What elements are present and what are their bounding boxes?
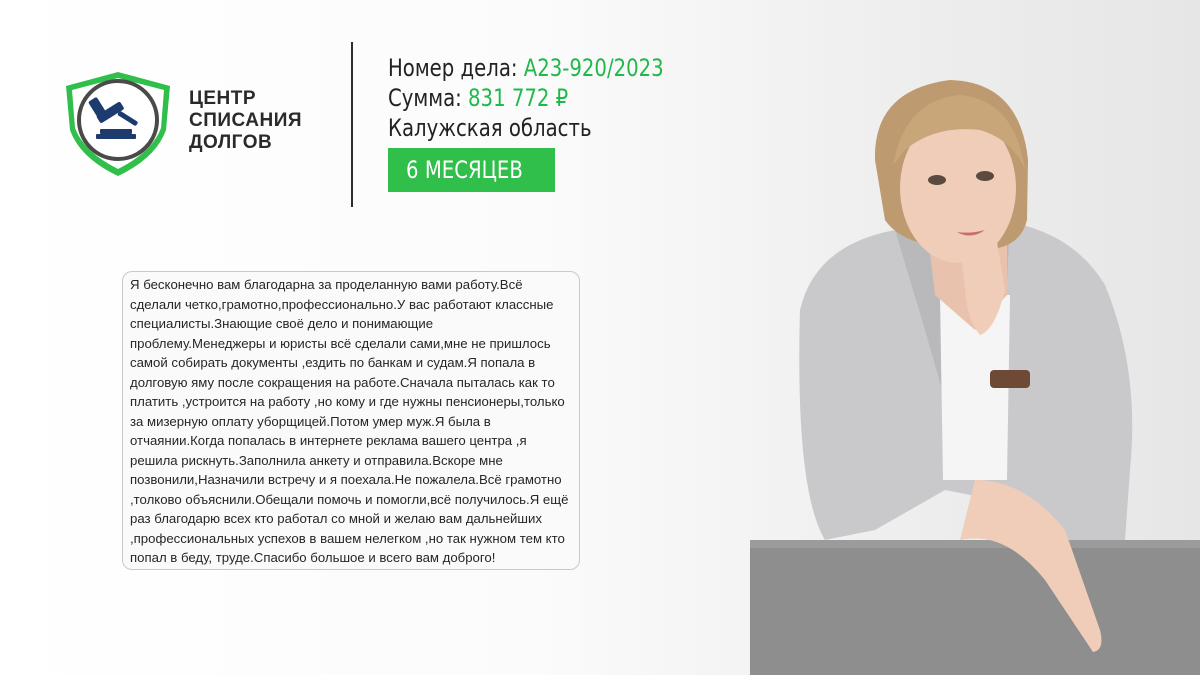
case-sum-label: Сумма: — [388, 84, 469, 112]
review-text-box: Я бесконечно вам благодарна за проделанную вами работу.Всё сделали четко,грамотно,профессионально.У вас работают классные специалисты.Знающие своё дело и понимающие проблему.Менеджеры и юристы всё сделали сами,мне не пришлось самой собирать документы ,ездить по банкам и судам.Я попала в долговую яму после сокращения на работе.Сначала пыталась как то платить ,устроится на работу ,но кому и где нужны пенсионеры,только за мизерную оплату уборщицей.Потом умер муж.Я была в отчаянии.Когда попалась в интернете реклама вашего центра ,я решила рискнуть.Заполнила анкету и отправила.Вскоре мне позвонили,Назначили встречу и я поехала.Не пожалела.Всё грамотно ,толково объяснили.Обещали помочь и помогли,всё получилось.Я ещё раз благодарю всех кто работал со мной и желаю вам дальнейших ,профессиональных успехов в вашем нелегком ,но так нужном тем кто попал в беду, труде.Спасибо большое и всего вам доброго! — [122, 271, 580, 570]
brand-line: ЦЕНТР — [189, 88, 257, 109]
case-number-row — [388, 53, 664, 83]
duration-badge — [388, 148, 555, 192]
vertical-divider — [351, 42, 353, 207]
case-sum-row — [388, 83, 664, 113]
case-number-value: А23-920/2023 — [523, 54, 664, 82]
case-region: Калужская область — [388, 114, 592, 142]
brand-name — [189, 88, 302, 154]
woman-portrait-image — [745, 70, 1200, 675]
duration-label: 6 МЕСЯЦЕВ — [406, 156, 523, 184]
brand-line: СПИСАНИЯ — [189, 110, 303, 131]
case-info — [388, 53, 664, 143]
case-number-label: Номер дела: — [388, 54, 524, 82]
case-sum-value: 831 772 ₽ — [468, 84, 569, 112]
company-logo-icon — [62, 70, 174, 178]
brand-line: ДОЛГОВ — [189, 132, 273, 153]
